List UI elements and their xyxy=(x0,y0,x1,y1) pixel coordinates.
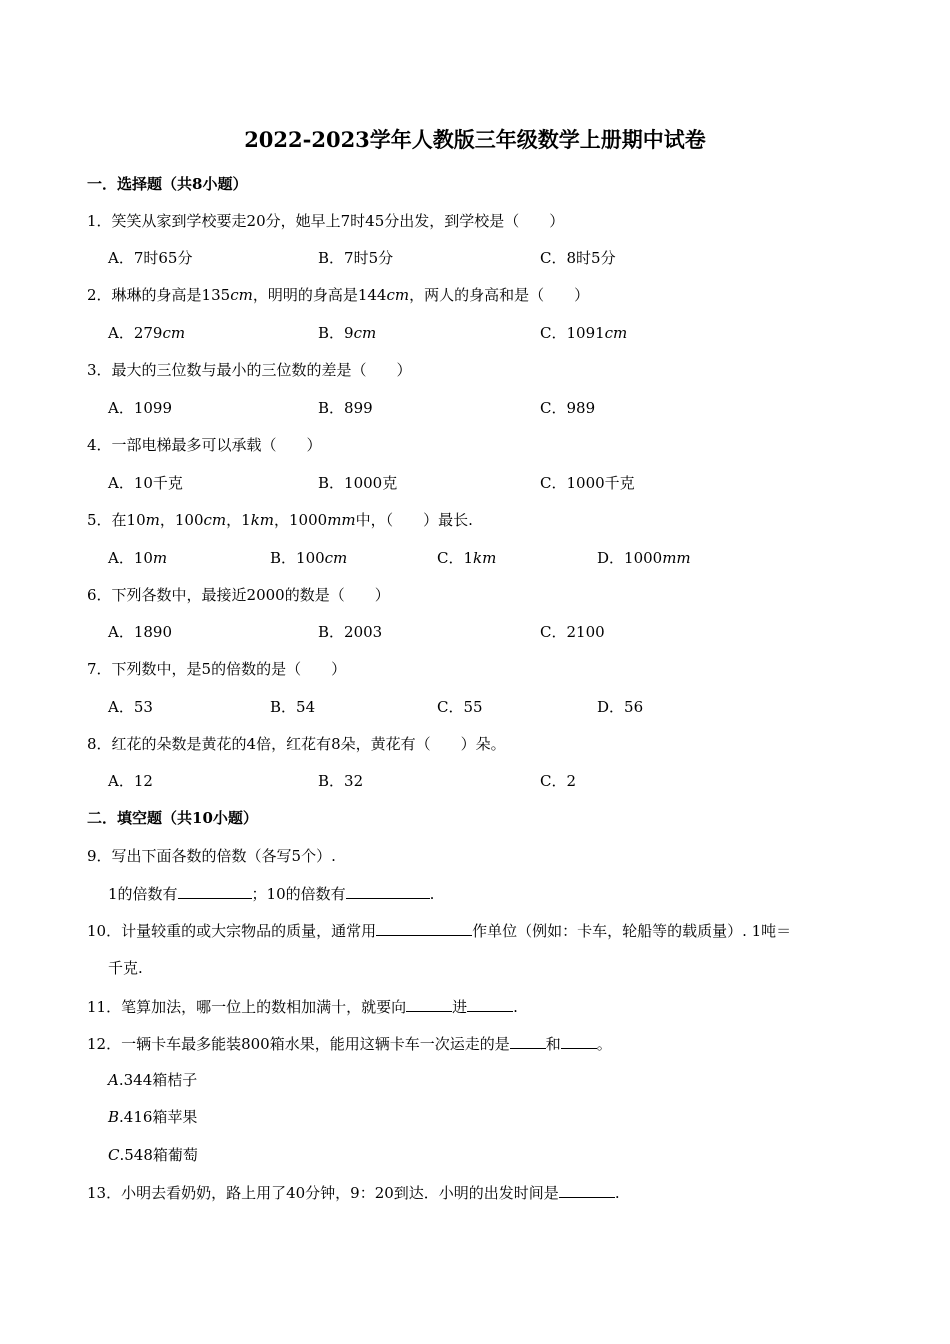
q5-a-unit: m xyxy=(152,549,168,567)
q12-b-letter: B xyxy=(108,1108,120,1126)
q5-option-d xyxy=(597,548,691,568)
question-1-stem: 1．笑笑从家到学校要走20分，她早上7时45分出发，到学校是（ ） xyxy=(87,212,565,230)
q10-text-1: 10．计量较重的或大宗物品的质量，通常用 xyxy=(87,922,377,940)
q5-text-4: ，1000 xyxy=(274,511,328,529)
question-10-continued: 千克. xyxy=(108,959,143,977)
q2-option-a xyxy=(108,323,185,343)
q12-option-a xyxy=(108,1070,197,1090)
page-title: 2022-2023学年人教版三年级数学上册期中试卷 xyxy=(244,127,706,152)
section-heading-fill-blank: 二．填空题（共10小题） xyxy=(87,809,258,827)
q12-a-letter: A xyxy=(108,1071,119,1089)
q5-unit-1: m xyxy=(145,511,160,529)
question-4-stem: 4．一部电梯最多可以承载（ ） xyxy=(87,436,322,454)
question-6-stem: 6．下列各数中，最接近2000的数是（ ） xyxy=(87,586,390,604)
q2-c-value: C．1091 xyxy=(540,324,605,342)
q2-text-1: 2．琳琳的身高是135 xyxy=(87,286,231,304)
question-3-stem: 3．最大的三位数与最小的三位数的差是（ ） xyxy=(87,361,412,379)
question-8-stem: 8．红花的朵数是黄花的4倍，红花有8朵，黄花有（ ）朵。 xyxy=(87,735,506,753)
q2-b-value: B．9 xyxy=(318,324,354,342)
question-11-stem xyxy=(87,996,518,1017)
q2-c-unit: cm xyxy=(604,324,628,342)
q2-unit-2: cm xyxy=(386,286,410,304)
q4-option-b: B．1000克 xyxy=(318,474,398,492)
q2-unit-1: cm xyxy=(230,286,253,304)
q11-text-2: 进 xyxy=(452,998,468,1016)
q10-blank-1[interactable] xyxy=(376,920,472,936)
question-9-stem: 9．写出下面各数的倍数（各写5个）. xyxy=(87,847,336,865)
q6-option-a: A．1890 xyxy=(108,623,173,641)
q11-blank-1[interactable] xyxy=(406,996,452,1012)
q5-b-unit: cm xyxy=(324,549,348,567)
q2-text-3: ，两人的身高和是（ ） xyxy=(409,286,590,304)
q1-option-b: B．7时5分 xyxy=(318,249,394,267)
q12-c-letter: C xyxy=(108,1146,120,1164)
q13-text-1: 13．小明去看奶奶，路上用了40分钟，9：20到达．小明的出发时间是 xyxy=(87,1184,559,1202)
q11-text-3: . xyxy=(513,998,518,1016)
q7-option-d: D．56 xyxy=(597,698,644,716)
q4-option-a: A．10千克 xyxy=(108,474,183,492)
q5-option-c xyxy=(437,548,496,568)
q9-blank-1[interactable] xyxy=(178,883,252,899)
q12-option-b xyxy=(108,1107,197,1127)
q5-a-value: A．10 xyxy=(108,549,153,567)
q12-b-text: .416箱苹果 xyxy=(119,1108,198,1126)
q3-option-b: B．899 xyxy=(318,399,373,417)
q2-option-b xyxy=(318,323,376,343)
question-5-stem xyxy=(87,510,473,530)
q3-option-a: A．1099 xyxy=(108,399,173,417)
q12-text-3: 。 xyxy=(596,1035,612,1053)
q5-unit-3: km xyxy=(250,511,275,529)
q5-unit-2: cm xyxy=(203,511,227,529)
q9-text-3: . xyxy=(429,885,435,903)
question-12-stem xyxy=(87,1033,612,1054)
question-10-stem xyxy=(87,920,791,941)
q9-blank-2[interactable] xyxy=(346,883,430,899)
q5-text-5: 中，（ ）最长. xyxy=(355,511,473,529)
q5-text-2: ，100 xyxy=(159,511,204,529)
q12-text-1: 12．一辆卡车最多能装800箱水果，能用这辆卡车一次运走的是 xyxy=(87,1035,510,1053)
q5-d-value: D．1000 xyxy=(597,549,663,567)
q6-option-c: C．2100 xyxy=(540,623,605,641)
q5-option-b xyxy=(270,548,347,568)
q2-b-unit: cm xyxy=(353,324,377,342)
q8-option-a: A．12 xyxy=(108,772,153,790)
q5-c-unit: km xyxy=(473,549,497,567)
q5-text-1: 5．在10 xyxy=(87,511,146,529)
question-13-stem xyxy=(87,1182,620,1203)
q7-option-a: A．53 xyxy=(108,698,153,716)
q11-blank-2[interactable] xyxy=(467,996,513,1012)
q12-c-text: .548箱葡萄 xyxy=(119,1146,198,1164)
q12-text-2: 和 xyxy=(545,1035,561,1053)
q5-b-value: B．100 xyxy=(270,549,325,567)
q13-blank-1[interactable] xyxy=(559,1182,615,1198)
q1-option-a: A．7时65分 xyxy=(108,249,193,267)
q11-text-1: 11．笔算加法，哪一位上的数相加满十，就要向 xyxy=(87,998,407,1016)
q12-a-text: .344箱桔子 xyxy=(118,1071,198,1089)
q13-text-2: . xyxy=(614,1184,620,1202)
q8-option-b: B．32 xyxy=(318,772,364,790)
q2-option-c xyxy=(540,323,627,343)
section-heading-choice: 一．选择题（共8小题） xyxy=(87,175,248,193)
q10-text-2: 作单位（例如：卡车，轮船等的载质量）. 1吨＝ xyxy=(472,922,792,940)
q9-text-2: ；10的倍数有 xyxy=(251,885,346,903)
question-7-stem: 7．下列数中，是5的倍数的是（ ） xyxy=(87,660,347,678)
q12-blank-2[interactable] xyxy=(561,1033,597,1049)
q1-option-c: C．8时5分 xyxy=(540,249,616,267)
q2-a-unit: cm xyxy=(162,324,186,342)
q5-unit-4: mm xyxy=(327,511,356,529)
q12-option-c xyxy=(108,1145,198,1165)
q5-d-unit: mm xyxy=(662,549,691,567)
q7-option-b: B．54 xyxy=(270,698,316,716)
q5-c-value: C．1 xyxy=(437,549,474,567)
q2-text-2: ，明明的身高是144 xyxy=(252,286,387,304)
question-9-blanks xyxy=(108,883,434,904)
question-2-stem xyxy=(87,285,589,305)
q7-option-c: C．55 xyxy=(437,698,483,716)
q2-a-value: A．279 xyxy=(108,324,163,342)
q5-option-a xyxy=(108,548,167,568)
q9-text-1: 1的倍数有 xyxy=(108,885,178,903)
q6-option-b: B．2003 xyxy=(318,623,383,641)
q5-text-3: ，1 xyxy=(226,511,251,529)
q8-option-c: C．2 xyxy=(540,772,577,790)
q12-blank-1[interactable] xyxy=(510,1033,546,1049)
q4-option-c: C．1000千克 xyxy=(540,474,635,492)
q3-option-c: C．989 xyxy=(540,399,596,417)
